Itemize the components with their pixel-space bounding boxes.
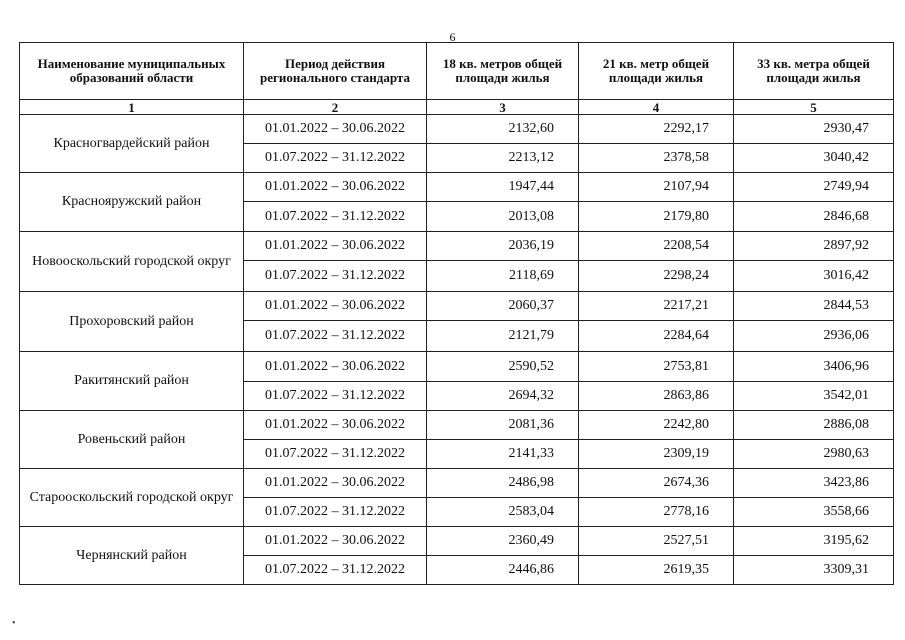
- value-18-sqm: 1947,44: [427, 173, 579, 202]
- period-cell: 01.07.2022 – 31.12.2022: [244, 321, 427, 352]
- municipality-name: Чернянский район: [20, 527, 244, 585]
- period-cell: 01.01.2022 – 30.06.2022: [244, 292, 427, 321]
- value-21-sqm: 2778,16: [579, 498, 734, 527]
- housing-standard-table: [19, 42, 894, 585]
- value-33-sqm: 3309,31: [734, 556, 894, 585]
- value-18-sqm: 2060,37: [427, 292, 579, 321]
- value-33-sqm: 3558,66: [734, 498, 894, 527]
- period-cell: 01.07.2022 – 31.12.2022: [244, 440, 427, 469]
- table-row: [20, 232, 894, 261]
- column-number: 1: [20, 100, 244, 115]
- value-21-sqm: 2298,24: [579, 261, 734, 292]
- value-33-sqm: 2930,47: [734, 115, 894, 144]
- value-21-sqm: 2527,51: [579, 527, 734, 556]
- value-33-sqm: 3040,42: [734, 144, 894, 173]
- value-21-sqm: 2217,21: [579, 292, 734, 321]
- value-18-sqm: 2360,49: [427, 527, 579, 556]
- value-21-sqm: 2674,36: [579, 469, 734, 498]
- table-row: [20, 411, 894, 440]
- scan-mark: •: [12, 618, 16, 629]
- municipality-name: Краснояружский район: [20, 173, 244, 232]
- value-33-sqm: 3423,86: [734, 469, 894, 498]
- municipality-name: Ракитянский район: [20, 352, 244, 411]
- header-21-sqm: 21 кв. метр общей площади жилья: [579, 43, 734, 100]
- municipality-name: Старооскольский городской округ: [20, 469, 244, 527]
- header-row: [20, 43, 894, 100]
- period-cell: 01.01.2022 – 30.06.2022: [244, 352, 427, 382]
- value-33-sqm: 2886,08: [734, 411, 894, 440]
- header-municipality: Наименование муниципальных образований области: [20, 43, 244, 100]
- value-18-sqm: 2121,79: [427, 321, 579, 352]
- period-cell: 01.07.2022 – 31.12.2022: [244, 202, 427, 232]
- value-21-sqm: 2378,58: [579, 144, 734, 173]
- header-18-sqm: 18 кв. метров общей площади жилья: [427, 43, 579, 100]
- value-21-sqm: 2619,35: [579, 556, 734, 585]
- value-33-sqm: 2749,94: [734, 173, 894, 202]
- value-33-sqm: 3016,42: [734, 261, 894, 292]
- value-18-sqm: 2118,69: [427, 261, 579, 292]
- value-18-sqm: 2590,52: [427, 352, 579, 382]
- value-21-sqm: 2753,81: [579, 352, 734, 382]
- page-number: 6: [449, 30, 456, 44]
- table-row: [20, 352, 894, 382]
- period-cell: 01.07.2022 – 31.12.2022: [244, 556, 427, 585]
- value-21-sqm: 2242,80: [579, 411, 734, 440]
- municipality-name: Ровеньский район: [20, 411, 244, 469]
- column-number: 4: [579, 100, 734, 115]
- value-33-sqm: 2846,68: [734, 202, 894, 232]
- period-cell: 01.01.2022 – 30.06.2022: [244, 469, 427, 498]
- municipality-name: Прохоровский район: [20, 292, 244, 352]
- value-33-sqm: 3406,96: [734, 352, 894, 382]
- municipality-name: Новооскольский городской округ: [20, 232, 244, 292]
- value-18-sqm: 2486,98: [427, 469, 579, 498]
- value-21-sqm: 2208,54: [579, 232, 734, 261]
- table-row: [20, 292, 894, 321]
- column-number: 3: [427, 100, 579, 115]
- value-33-sqm: 2897,92: [734, 232, 894, 261]
- value-33-sqm: 2980,63: [734, 440, 894, 469]
- value-18-sqm: 2583,04: [427, 498, 579, 527]
- value-18-sqm: 2213,12: [427, 144, 579, 173]
- header-33-sqm: 33 кв. метра общей площади жилья: [734, 43, 894, 100]
- value-21-sqm: 2292,17: [579, 115, 734, 144]
- value-18-sqm: 2446,86: [427, 556, 579, 585]
- period-cell: 01.01.2022 – 30.06.2022: [244, 411, 427, 440]
- table-row: [20, 527, 894, 556]
- value-18-sqm: 2132,60: [427, 115, 579, 144]
- value-21-sqm: 2863,86: [579, 382, 734, 411]
- header-period: Период действия регионального стандарта: [244, 43, 427, 100]
- value-33-sqm: 3195,62: [734, 527, 894, 556]
- value-18-sqm: 2141,33: [427, 440, 579, 469]
- period-cell: 01.07.2022 – 31.12.2022: [244, 261, 427, 292]
- value-18-sqm: 2013,08: [427, 202, 579, 232]
- value-21-sqm: 2179,80: [579, 202, 734, 232]
- municipality-name: Красногвардейский район: [20, 115, 244, 173]
- table-row: [20, 173, 894, 202]
- column-number: 5: [734, 100, 894, 115]
- value-21-sqm: 2309,19: [579, 440, 734, 469]
- column-number-row: [20, 100, 894, 115]
- table-row: [20, 469, 894, 498]
- period-cell: 01.01.2022 – 30.06.2022: [244, 232, 427, 261]
- value-18-sqm: 2081,36: [427, 411, 579, 440]
- column-number: 2: [244, 100, 427, 115]
- value-33-sqm: 2844,53: [734, 292, 894, 321]
- value-18-sqm: 2694,32: [427, 382, 579, 411]
- value-21-sqm: 2107,94: [579, 173, 734, 202]
- period-cell: 01.07.2022 – 31.12.2022: [244, 498, 427, 527]
- period-cell: 01.01.2022 – 30.06.2022: [244, 115, 427, 144]
- period-cell: 01.07.2022 – 31.12.2022: [244, 144, 427, 173]
- value-21-sqm: 2284,64: [579, 321, 734, 352]
- period-cell: 01.01.2022 – 30.06.2022: [244, 527, 427, 556]
- period-cell: 01.01.2022 – 30.06.2022: [244, 173, 427, 202]
- value-33-sqm: 2936,06: [734, 321, 894, 352]
- table-body: [20, 115, 894, 585]
- value-18-sqm: 2036,19: [427, 232, 579, 261]
- value-33-sqm: 3542,01: [734, 382, 894, 411]
- table-row: [20, 115, 894, 144]
- period-cell: 01.07.2022 – 31.12.2022: [244, 382, 427, 411]
